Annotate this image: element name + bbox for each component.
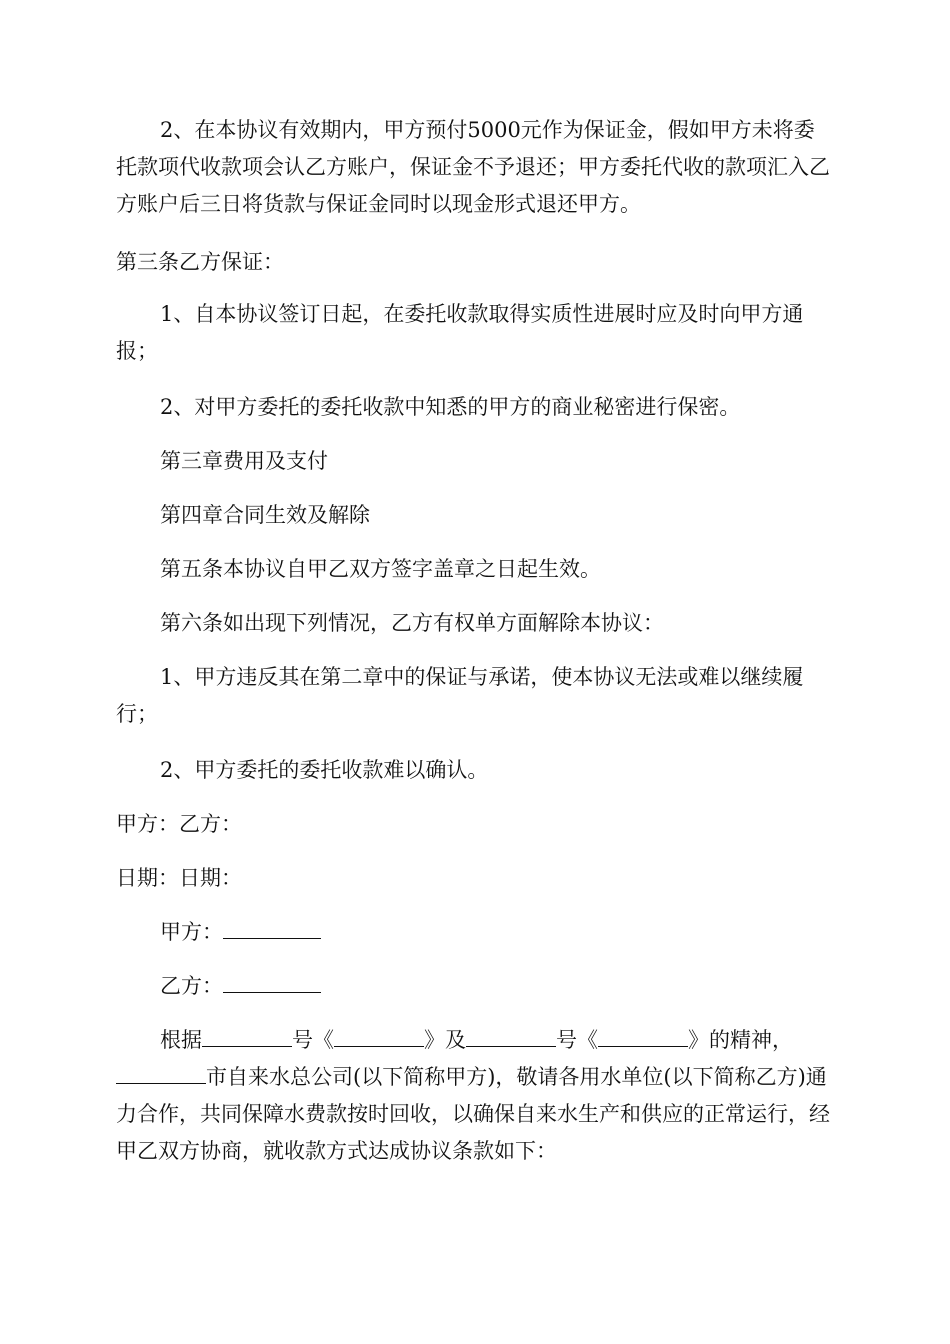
preamble-text-6: 市自来水总公司(以下简称甲方)，敬请各用水单位(以下简称乙方)通力合作，共同保障水费款按时回收，以确保自来水生产和供应的正常运行，经甲乙双方协商，就收款方式达成协议条款如下： bbox=[116, 1065, 830, 1163]
paragraph-deposit-terms: 2、在本协议有效期内，甲方预付5000元作为保证金，假如甲方未将委托款项代收款项会认乙方账户，保证金不予退还；甲方委托代收的款项汇入乙方账户后三日将货款与保证金同时以现金形式退还甲方。 bbox=[116, 118, 830, 216]
preamble-text-5: 》的精神， bbox=[688, 1028, 793, 1052]
party-b-blank bbox=[223, 974, 321, 993]
party-a-blank bbox=[223, 920, 321, 939]
preamble-blank-5 bbox=[116, 1065, 206, 1084]
party-b-signature bbox=[160, 968, 321, 1005]
signature-parties-line: 甲方：乙方： bbox=[116, 812, 242, 836]
heading-chapter-3: 第三章费用及支付 bbox=[160, 449, 328, 473]
preamble-blank-2 bbox=[334, 1028, 424, 1047]
signature-dates-line: 日期：日期： bbox=[116, 866, 242, 890]
paragraph-termination-1: 1、甲方违反其在第二章中的保证与承诺，使本协议无法或难以继续履行； bbox=[116, 665, 804, 726]
paragraph-preamble bbox=[116, 1022, 832, 1170]
heading-chapter-4: 第四章合同生效及解除 bbox=[160, 503, 370, 527]
paragraph-article-5: 第五条本协议自甲乙双方签字盖章之日起生效。 bbox=[160, 557, 601, 581]
paragraph-guarantee-1: 1、自本协议签订日起，在委托收款取得实质性进展时应及时向甲方通报； bbox=[116, 302, 804, 363]
preamble-text-1: 根据 bbox=[160, 1028, 202, 1052]
party-a-signature bbox=[160, 914, 321, 951]
paragraph-guarantee-2: 2、对甲方委托的委托收款中知悉的甲方的商业秘密进行保密。 bbox=[160, 395, 741, 419]
preamble-text-4: 号《 bbox=[556, 1028, 598, 1052]
party-a-label: 甲方： bbox=[160, 920, 223, 944]
preamble-text-2: 号《 bbox=[292, 1028, 334, 1052]
party-b-label: 乙方： bbox=[160, 974, 223, 998]
preamble-blank-3 bbox=[466, 1028, 556, 1047]
paragraph-termination-2: 2、甲方委托的委托收款难以确认。 bbox=[160, 758, 489, 782]
heading-article-3: 第三条乙方保证： bbox=[116, 250, 284, 274]
preamble-text-3: 》及 bbox=[424, 1028, 466, 1052]
preamble-blank-4 bbox=[598, 1028, 688, 1047]
paragraph-article-6: 第六条如出现下列情况，乙方有权单方面解除本协议： bbox=[160, 611, 664, 635]
preamble-blank-1 bbox=[202, 1028, 292, 1047]
